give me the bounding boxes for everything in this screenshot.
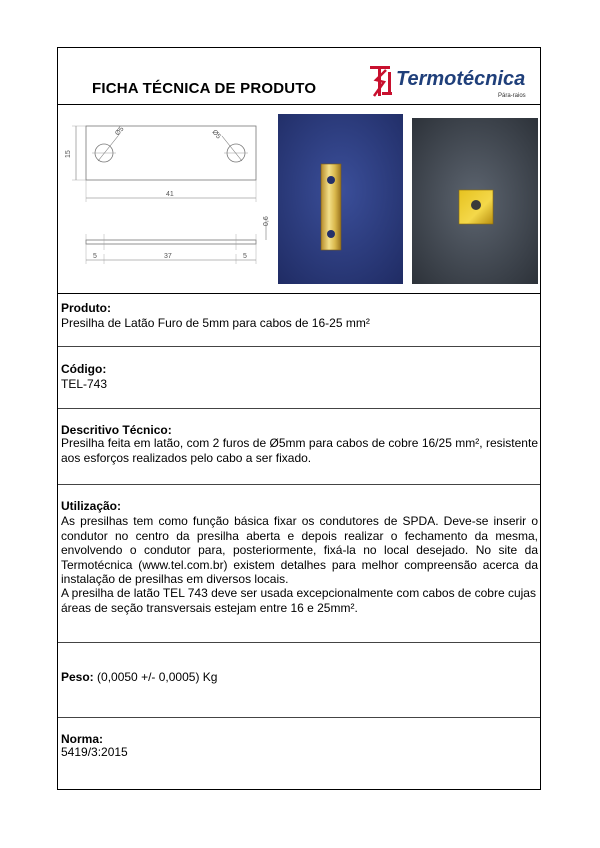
utilizacao-paragraph-1: As presilhas tem como função básica fixar os condutores de SPDA. Deve-se inserir o condutor no centro da presilha aberta e depois realizar o fechamento da mesma, envolvendo o condutor para, posteriormente, fixá-la no local desejado. No site da Termotécnica (www.tel.com.br) existem detalhes para melhor compreensão acerca da instalação de presilhas em diversos locais. <box>61 514 538 586</box>
peso-label: Peso: <box>61 670 94 684</box>
drawing-height-label: 15 <box>65 150 72 158</box>
norma-value: 5419/3:2015 <box>61 745 128 759</box>
drawing-length-label: 41 <box>166 191 174 198</box>
product-photo-folded <box>412 118 538 284</box>
company-logo-name: Termotécnica <box>396 68 526 90</box>
page-title: FICHA TÉCNICA DE PRODUTO <box>92 80 317 97</box>
peso-value: (0,0050 +/- 0,0005) Kg <box>97 670 218 684</box>
technical-drawing <box>64 118 274 278</box>
utilizacao-paragraph-2: A presilha de latão TEL 743 deve ser usada excepcionalmente com cabos de cobre cujas áreas de seção transversais estejam entre 16 e 25mm². <box>61 586 536 615</box>
drawing-hole-left-label: Ø5 <box>114 125 126 138</box>
section-divider <box>58 642 540 643</box>
utilizacao-label: Utilização: <box>61 499 122 513</box>
descritivo-value: Presilha feita em latão, com 2 furos de Ø5mm para cabos de cobre 16/25 mm², resistente aos esforços realizados pelo cabo a ser fixado. <box>61 436 538 465</box>
drawing-hole-right-label: Ø5 <box>210 128 222 141</box>
produto-value: Presilha de Latão Furo de 5mm para cabos de 16-25 mm² <box>61 316 370 330</box>
descritivo-label: Descritivo Técnico: <box>61 423 172 437</box>
section-divider <box>58 484 540 485</box>
section-divider <box>58 717 540 718</box>
company-logo-tagline: Pára-raios <box>498 93 526 99</box>
drawing-spacing-left-label: 5 <box>93 253 97 260</box>
drawing-spacing-center-label: 37 <box>164 253 172 260</box>
drawing-divider <box>58 293 540 294</box>
drawing-thickness-label: 0,6 <box>263 216 270 226</box>
codigo-label: Código: <box>61 362 107 376</box>
product-datasheet <box>57 47 541 790</box>
tel-monogram-icon <box>368 64 396 100</box>
section-divider <box>58 408 540 409</box>
produto-label: Produto: <box>61 301 111 315</box>
section-divider <box>58 346 540 347</box>
product-photo-front <box>278 114 403 284</box>
peso-row <box>61 670 217 685</box>
codigo-value: TEL-743 <box>61 377 108 391</box>
header-divider <box>58 104 540 105</box>
norma-label: Norma: <box>61 732 104 746</box>
drawing-spacing-right-label: 5 <box>243 253 247 260</box>
drawing-side-view <box>86 240 256 244</box>
